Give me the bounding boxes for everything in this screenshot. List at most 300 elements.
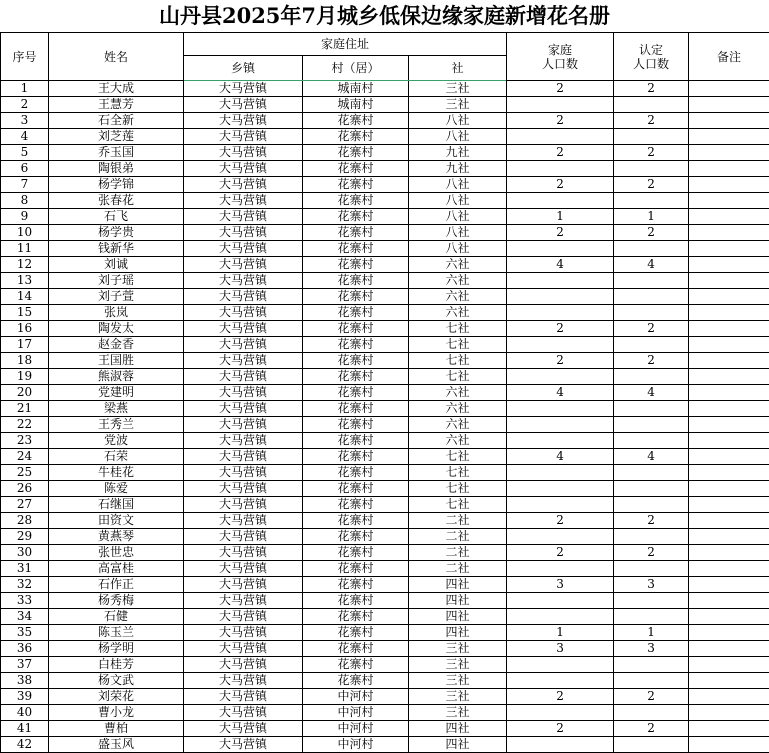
cell-remark — [689, 705, 769, 721]
cell-group: 八社 — [409, 193, 507, 209]
cell-seq: 23 — [1, 433, 49, 449]
cell-seq: 28 — [1, 513, 49, 529]
cell-seq: 31 — [1, 561, 49, 577]
cell-confirmed-count: 2 — [614, 321, 689, 337]
cell-family-count — [507, 593, 614, 609]
cell-name: 刘芝莲 — [49, 129, 184, 145]
cell-village: 中河村 — [303, 737, 409, 753]
cell-town: 大马营镇 — [184, 241, 303, 257]
cell-group: 六社 — [409, 257, 507, 273]
cell-family-count — [507, 673, 614, 689]
cell-family-count: 4 — [507, 257, 614, 273]
cell-village: 花寨村 — [303, 641, 409, 657]
cell-town: 大马营镇 — [184, 561, 303, 577]
cell-name: 张世忠 — [49, 545, 184, 561]
cell-town: 大马营镇 — [184, 401, 303, 417]
cell-family-count: 2 — [507, 81, 614, 97]
cell-remark — [689, 433, 769, 449]
table-row — [1, 145, 769, 161]
cell-name: 王国胜 — [49, 353, 184, 369]
cell-name: 张岚 — [49, 305, 184, 321]
cell-seq: 1 — [1, 81, 49, 97]
cell-group: 六社 — [409, 385, 507, 401]
cell-group: 四社 — [409, 609, 507, 625]
cell-family-count — [507, 529, 614, 545]
cell-group: 二社 — [409, 545, 507, 561]
cell-remark — [689, 449, 769, 465]
cell-group: 九社 — [409, 161, 507, 177]
table-row — [1, 81, 769, 97]
cell-town: 大马营镇 — [184, 577, 303, 593]
cell-confirmed-count — [614, 673, 689, 689]
cell-confirmed-count: 2 — [614, 353, 689, 369]
cell-group: 七社 — [409, 449, 507, 465]
cell-confirmed-count — [614, 433, 689, 449]
table-row — [1, 625, 769, 641]
cell-town: 大马营镇 — [184, 641, 303, 657]
cell-family-count — [507, 193, 614, 209]
cell-group: 四社 — [409, 737, 507, 753]
cell-remark — [689, 241, 769, 257]
cell-group: 六社 — [409, 305, 507, 321]
cell-town: 大马营镇 — [184, 321, 303, 337]
table-row — [1, 97, 769, 113]
table-row — [1, 561, 769, 577]
cell-village: 花寨村 — [303, 113, 409, 129]
cell-seq: 19 — [1, 369, 49, 385]
cell-confirmed-count — [614, 401, 689, 417]
cell-town: 大马营镇 — [184, 193, 303, 209]
cell-remark — [689, 497, 769, 513]
cell-remark — [689, 289, 769, 305]
cell-family-count: 2 — [507, 513, 614, 529]
cell-seq: 40 — [1, 705, 49, 721]
cell-family-count — [507, 241, 614, 257]
cell-village: 花寨村 — [303, 449, 409, 465]
cell-name: 石全新 — [49, 113, 184, 129]
cell-town: 大马营镇 — [184, 689, 303, 705]
cell-town: 大马营镇 — [184, 673, 303, 689]
table-row — [1, 593, 769, 609]
cell-group: 七社 — [409, 353, 507, 369]
cell-remark — [689, 529, 769, 545]
cell-village: 花寨村 — [303, 257, 409, 273]
cell-confirmed-count: 2 — [614, 721, 689, 737]
cell-name: 王大成 — [49, 81, 184, 97]
cell-family-count — [507, 705, 614, 721]
cell-group: 六社 — [409, 417, 507, 433]
cell-name: 高富桂 — [49, 561, 184, 577]
cell-remark — [689, 401, 769, 417]
cell-seq: 12 — [1, 257, 49, 273]
cell-town: 大马营镇 — [184, 273, 303, 289]
table-row — [1, 465, 769, 481]
cell-confirmed-count: 2 — [614, 225, 689, 241]
cell-village: 花寨村 — [303, 193, 409, 209]
cell-name: 梁燕 — [49, 401, 184, 417]
cell-remark — [689, 721, 769, 737]
cell-confirmed-count — [614, 417, 689, 433]
cell-group: 四社 — [409, 593, 507, 609]
cell-seq: 25 — [1, 465, 49, 481]
cell-confirmed-count — [614, 129, 689, 145]
cell-seq: 24 — [1, 449, 49, 465]
cell-village: 花寨村 — [303, 529, 409, 545]
cell-town: 大马营镇 — [184, 97, 303, 113]
header-name: 姓名 — [49, 33, 184, 81]
cell-group: 七社 — [409, 369, 507, 385]
cell-name: 陶发太 — [49, 321, 184, 337]
cell-group: 三社 — [409, 657, 507, 673]
cell-seq: 13 — [1, 273, 49, 289]
cell-family-count — [507, 337, 614, 353]
cell-name: 曹柏 — [49, 721, 184, 737]
cell-family-count: 4 — [507, 449, 614, 465]
cell-group: 六社 — [409, 433, 507, 449]
cell-town: 大马营镇 — [184, 513, 303, 529]
header-town: 乡镇 — [184, 56, 303, 81]
table-row — [1, 513, 769, 529]
cell-seq: 27 — [1, 497, 49, 513]
cell-village: 花寨村 — [303, 209, 409, 225]
cell-confirmed-count — [614, 289, 689, 305]
cell-name: 刘荣花 — [49, 689, 184, 705]
cell-confirmed-count — [614, 497, 689, 513]
cell-group: 三社 — [409, 81, 507, 97]
cell-town: 大马营镇 — [184, 737, 303, 753]
table-row — [1, 129, 769, 145]
cell-seq: 9 — [1, 209, 49, 225]
cell-family-count — [507, 465, 614, 481]
table-row — [1, 401, 769, 417]
cell-remark — [689, 97, 769, 113]
cell-group: 九社 — [409, 145, 507, 161]
cell-seq: 20 — [1, 385, 49, 401]
table-row — [1, 305, 769, 321]
cell-remark — [689, 641, 769, 657]
cell-seq: 33 — [1, 593, 49, 609]
cell-remark — [689, 321, 769, 337]
cell-village: 中河村 — [303, 705, 409, 721]
cell-seq: 5 — [1, 145, 49, 161]
cell-village: 花寨村 — [303, 177, 409, 193]
table-row — [1, 321, 769, 337]
cell-seq: 8 — [1, 193, 49, 209]
table-row — [1, 609, 769, 625]
cell-town: 大马营镇 — [184, 593, 303, 609]
cell-seq: 10 — [1, 225, 49, 241]
cell-family-count: 2 — [507, 145, 614, 161]
cell-seq: 35 — [1, 625, 49, 641]
cell-family-count — [507, 737, 614, 753]
cell-seq: 32 — [1, 577, 49, 593]
cell-village: 花寨村 — [303, 609, 409, 625]
cell-confirmed-count — [614, 561, 689, 577]
table-row — [1, 177, 769, 193]
cell-name: 石健 — [49, 609, 184, 625]
cell-family-count — [507, 129, 614, 145]
header-remark: 备注 — [689, 33, 769, 81]
cell-village: 花寨村 — [303, 321, 409, 337]
table-row — [1, 369, 769, 385]
table-body — [1, 81, 769, 753]
cell-family-count — [507, 305, 614, 321]
roster-table — [0, 32, 769, 753]
cell-name: 曹小龙 — [49, 705, 184, 721]
cell-family-count — [507, 657, 614, 673]
cell-confirmed-count — [614, 193, 689, 209]
cell-family-count — [507, 433, 614, 449]
cell-town: 大马营镇 — [184, 225, 303, 241]
cell-name: 刘诚 — [49, 257, 184, 273]
cell-town: 大马营镇 — [184, 81, 303, 97]
cell-family-count: 2 — [507, 721, 614, 737]
cell-confirmed-count: 4 — [614, 449, 689, 465]
table-row — [1, 449, 769, 465]
cell-town: 大马营镇 — [184, 449, 303, 465]
cell-town: 大马营镇 — [184, 129, 303, 145]
cell-town: 大马营镇 — [184, 209, 303, 225]
cell-town: 大马营镇 — [184, 113, 303, 129]
cell-family-count: 2 — [507, 177, 614, 193]
cell-town: 大马营镇 — [184, 161, 303, 177]
cell-confirmed-count — [614, 737, 689, 753]
cell-confirmed-count — [614, 97, 689, 113]
cell-confirmed-count: 2 — [614, 545, 689, 561]
cell-village: 花寨村 — [303, 433, 409, 449]
cell-name: 盛玉风 — [49, 737, 184, 753]
cell-town: 大马营镇 — [184, 433, 303, 449]
cell-name: 刘子瑶 — [49, 273, 184, 289]
cell-family-count: 2 — [507, 225, 614, 241]
cell-seq: 2 — [1, 97, 49, 113]
cell-town: 大马营镇 — [184, 257, 303, 273]
cell-group: 七社 — [409, 481, 507, 497]
cell-family-count: 1 — [507, 625, 614, 641]
table-row — [1, 417, 769, 433]
cell-group: 三社 — [409, 689, 507, 705]
cell-town: 大马营镇 — [184, 609, 303, 625]
table-row — [1, 481, 769, 497]
cell-family-count — [507, 273, 614, 289]
cell-group: 七社 — [409, 337, 507, 353]
cell-village: 花寨村 — [303, 401, 409, 417]
cell-village: 花寨村 — [303, 561, 409, 577]
cell-name: 熊淑蓉 — [49, 369, 184, 385]
cell-family-count — [507, 369, 614, 385]
cell-remark — [689, 545, 769, 561]
cell-town: 大马营镇 — [184, 353, 303, 369]
cell-group: 八社 — [409, 241, 507, 257]
cell-group: 四社 — [409, 721, 507, 737]
cell-village: 花寨村 — [303, 289, 409, 305]
cell-remark — [689, 465, 769, 481]
cell-confirmed-count — [614, 705, 689, 721]
cell-remark — [689, 273, 769, 289]
cell-group: 六社 — [409, 273, 507, 289]
cell-town: 大马营镇 — [184, 529, 303, 545]
cell-remark — [689, 577, 769, 593]
cell-confirmed-count: 2 — [614, 145, 689, 161]
cell-family-count: 3 — [507, 577, 614, 593]
cell-seq: 7 — [1, 177, 49, 193]
cell-name: 赵金香 — [49, 337, 184, 353]
cell-remark — [689, 305, 769, 321]
cell-name: 王慧芳 — [49, 97, 184, 113]
table-row — [1, 337, 769, 353]
cell-group: 八社 — [409, 113, 507, 129]
cell-remark — [689, 193, 769, 209]
cell-seq: 18 — [1, 353, 49, 369]
cell-group: 六社 — [409, 289, 507, 305]
cell-name: 党建明 — [49, 385, 184, 401]
cell-confirmed-count — [614, 241, 689, 257]
table-row — [1, 529, 769, 545]
cell-name: 牛桂花 — [49, 465, 184, 481]
cell-seq: 15 — [1, 305, 49, 321]
cell-confirmed-count: 3 — [614, 641, 689, 657]
cell-family-count: 2 — [507, 321, 614, 337]
cell-remark — [689, 81, 769, 97]
cell-name: 杨学贵 — [49, 225, 184, 241]
cell-seq: 41 — [1, 721, 49, 737]
cell-confirmed-count — [614, 337, 689, 353]
cell-remark — [689, 737, 769, 753]
cell-remark — [689, 385, 769, 401]
cell-remark — [689, 177, 769, 193]
cell-remark — [689, 481, 769, 497]
cell-village: 花寨村 — [303, 673, 409, 689]
cell-confirmed-count — [614, 657, 689, 673]
cell-village: 花寨村 — [303, 145, 409, 161]
cell-family-count — [507, 497, 614, 513]
cell-seq: 3 — [1, 113, 49, 129]
cell-group: 八社 — [409, 209, 507, 225]
cell-name: 白桂芳 — [49, 657, 184, 673]
cell-family-count: 2 — [507, 113, 614, 129]
cell-village: 花寨村 — [303, 545, 409, 561]
cell-confirmed-count — [614, 465, 689, 481]
cell-seq: 37 — [1, 657, 49, 673]
cell-seq: 14 — [1, 289, 49, 305]
cell-name: 石飞 — [49, 209, 184, 225]
cell-name: 陈爱 — [49, 481, 184, 497]
cell-remark — [689, 225, 769, 241]
cell-seq: 22 — [1, 417, 49, 433]
table-row — [1, 209, 769, 225]
cell-seq: 38 — [1, 673, 49, 689]
cell-town: 大马营镇 — [184, 625, 303, 641]
cell-town: 大马营镇 — [184, 657, 303, 673]
cell-town: 大马营镇 — [184, 497, 303, 513]
cell-town: 大马营镇 — [184, 177, 303, 193]
cell-seq: 11 — [1, 241, 49, 257]
cell-name: 陈玉兰 — [49, 625, 184, 641]
cell-seq: 6 — [1, 161, 49, 177]
cell-village: 花寨村 — [303, 625, 409, 641]
cell-town: 大马营镇 — [184, 721, 303, 737]
cell-remark — [689, 625, 769, 641]
cell-group: 八社 — [409, 225, 507, 241]
cell-family-count: 3 — [507, 641, 614, 657]
cell-remark — [689, 689, 769, 705]
cell-remark — [689, 673, 769, 689]
cell-seq: 39 — [1, 689, 49, 705]
cell-remark — [689, 609, 769, 625]
table-row — [1, 241, 769, 257]
cell-confirmed-count: 4 — [614, 385, 689, 401]
cell-confirmed-count: 2 — [614, 177, 689, 193]
cell-name: 石作正 — [49, 577, 184, 593]
cell-family-count — [507, 561, 614, 577]
table-row — [1, 161, 769, 177]
cell-group: 三社 — [409, 673, 507, 689]
header-village: 村（居） — [303, 56, 409, 81]
cell-remark — [689, 161, 769, 177]
table-row — [1, 193, 769, 209]
table-row — [1, 705, 769, 721]
cell-confirmed-count — [614, 593, 689, 609]
cell-family-count — [507, 481, 614, 497]
table-row — [1, 721, 769, 737]
header-address: 家庭住址 — [184, 33, 507, 56]
cell-group: 四社 — [409, 577, 507, 593]
cell-confirmed-count: 1 — [614, 209, 689, 225]
cell-village: 花寨村 — [303, 241, 409, 257]
cell-remark — [689, 353, 769, 369]
cell-seq: 29 — [1, 529, 49, 545]
cell-village: 中河村 — [303, 721, 409, 737]
cell-town: 大马营镇 — [184, 385, 303, 401]
table-row — [1, 657, 769, 673]
table-row — [1, 353, 769, 369]
cell-village: 花寨村 — [303, 385, 409, 401]
table-row — [1, 737, 769, 753]
cell-town: 大马营镇 — [184, 417, 303, 433]
cell-remark — [689, 337, 769, 353]
table-header — [1, 33, 769, 81]
cell-group: 七社 — [409, 465, 507, 481]
cell-confirmed-count — [614, 161, 689, 177]
cell-village: 花寨村 — [303, 225, 409, 241]
header-family-count: 家庭 人口数 — [507, 33, 614, 81]
cell-remark — [689, 513, 769, 529]
cell-group: 二社 — [409, 561, 507, 577]
table-row — [1, 433, 769, 449]
cell-family-count: 2 — [507, 545, 614, 561]
cell-seq: 17 — [1, 337, 49, 353]
cell-remark — [689, 657, 769, 673]
cell-seq: 16 — [1, 321, 49, 337]
cell-group: 二社 — [409, 529, 507, 545]
cell-seq: 4 — [1, 129, 49, 145]
cell-village: 花寨村 — [303, 513, 409, 529]
cell-remark — [689, 113, 769, 129]
cell-village: 花寨村 — [303, 305, 409, 321]
table-row — [1, 641, 769, 657]
cell-confirmed-count: 4 — [614, 257, 689, 273]
cell-name: 田资文 — [49, 513, 184, 529]
cell-confirmed-count — [614, 305, 689, 321]
cell-group: 七社 — [409, 497, 507, 513]
cell-group: 七社 — [409, 321, 507, 337]
cell-village: 花寨村 — [303, 353, 409, 369]
cell-seq: 36 — [1, 641, 49, 657]
cell-family-count: 4 — [507, 385, 614, 401]
cell-seq: 30 — [1, 545, 49, 561]
table-row — [1, 225, 769, 241]
cell-town: 大马营镇 — [184, 289, 303, 305]
